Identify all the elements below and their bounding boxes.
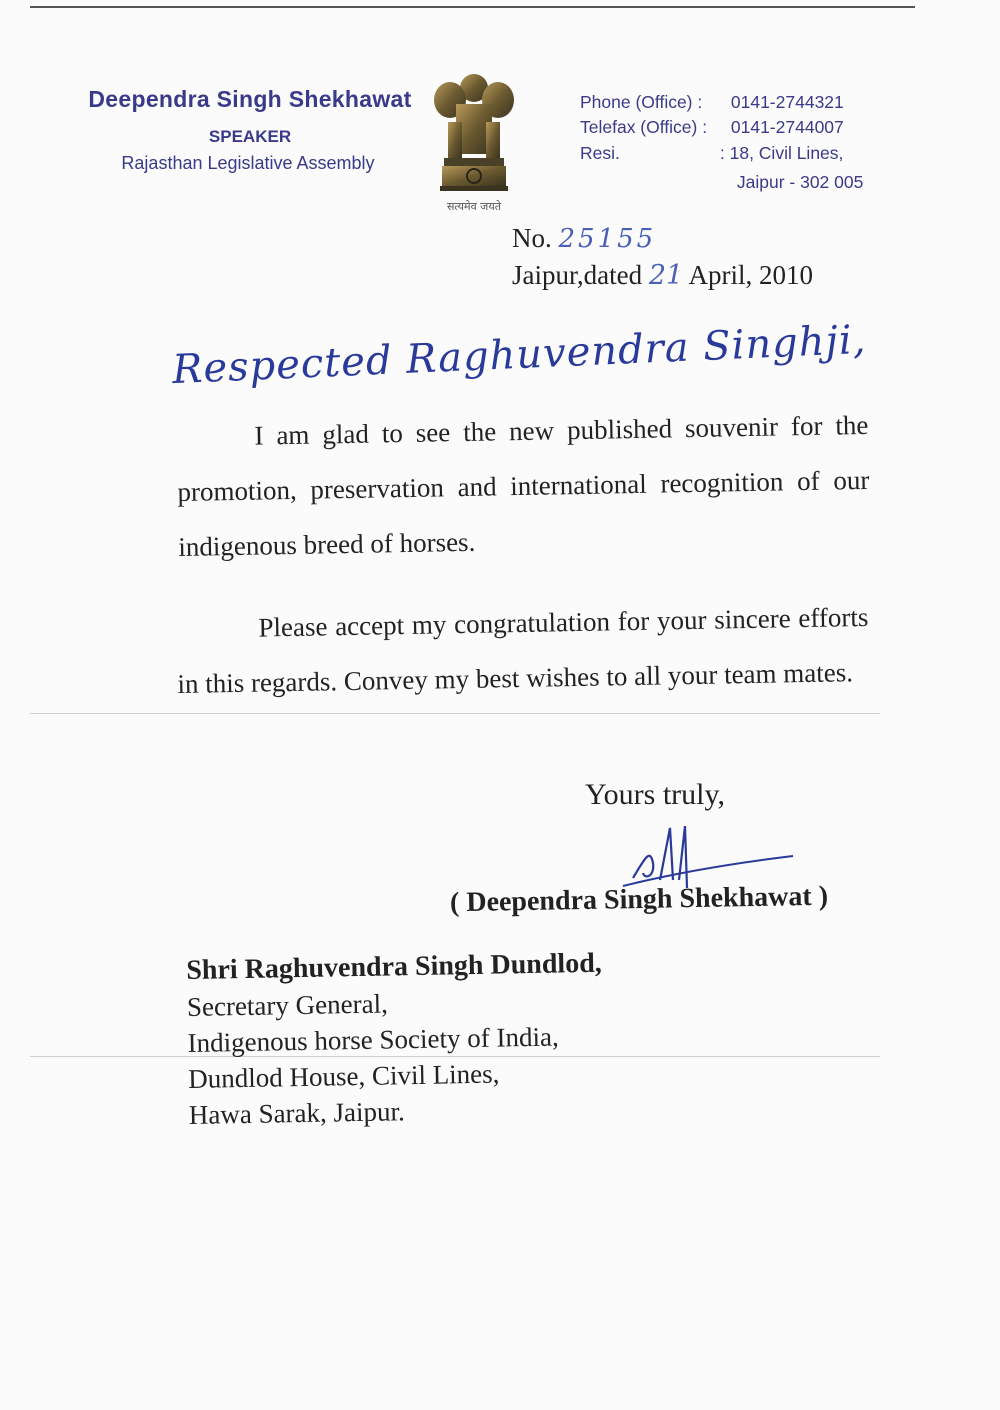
contact-phone-office: [580, 90, 863, 115]
date-rest: April, 2010: [688, 260, 813, 290]
sender-name: Deependra Singh Shekhawat: [88, 86, 412, 112]
contact-label: Telefax (Office) :: [580, 116, 708, 137]
top-rule: [30, 6, 915, 8]
emblem-motto: सत्यमेव जयते: [446, 200, 502, 213]
recipient-line: Hawa Sarak, Jaipur.: [188, 1096, 405, 1130]
letterhead-sender: [70, 86, 440, 174]
contact-residence-city: [580, 170, 863, 195]
sender-title: SPEAKER: [208, 127, 292, 146]
contact-value: Jaipur - 302 005: [736, 171, 864, 192]
recipient-name: Shri Raghuvendra Singh Dundlod,: [186, 947, 603, 986]
body-paragraph-1: I am glad to see the new published souvenir for the promotion, preservation and international recognition of our indigenous breed of horses.: [177, 409, 870, 562]
signer-name: ( Deependra Singh Shekhawat ): [449, 880, 829, 919]
recipient-line: Secretary General,: [186, 988, 389, 1022]
contact-value: : 18, Civil Lines,: [719, 143, 844, 163]
reference-block: [512, 220, 813, 294]
sender-organization: Rajasthan Legislative Assembly: [121, 153, 375, 173]
letterhead-contacts: [580, 90, 863, 194]
closing: Yours truly,: [585, 778, 726, 811]
reference-date: [512, 257, 813, 294]
recipient-address: [186, 946, 605, 1133]
date-day: 21: [648, 260, 684, 291]
contact-value: 0141-2744321: [730, 92, 844, 112]
state-emblem-icon: [428, 66, 520, 216]
reference-number-label: No.: [512, 223, 552, 253]
contact-telefax-office: [580, 115, 863, 140]
recipient-line: Dundlod House, Civil Lines,: [187, 1058, 500, 1094]
reference-number-value: 25155: [558, 224, 657, 254]
date-prefix: Jaipur,dated: [512, 260, 643, 290]
fold-line: [30, 713, 880, 714]
reference-number: [512, 220, 813, 257]
contact-label: Resi.: [580, 143, 620, 163]
contact-residence: [580, 141, 863, 166]
salutation: Respected Raghuvendra Singhji,: [171, 316, 868, 394]
body-paragraph-2: Please accept my congratulation for your sincere efforts in this regards. Convey my best wishes to all your team mates.: [177, 601, 869, 699]
contact-value: 0141-2744007: [730, 116, 844, 137]
recipient-line: Indigenous horse Society of India,: [187, 1021, 559, 1058]
contact-label: Phone (Office) :: [580, 92, 703, 112]
